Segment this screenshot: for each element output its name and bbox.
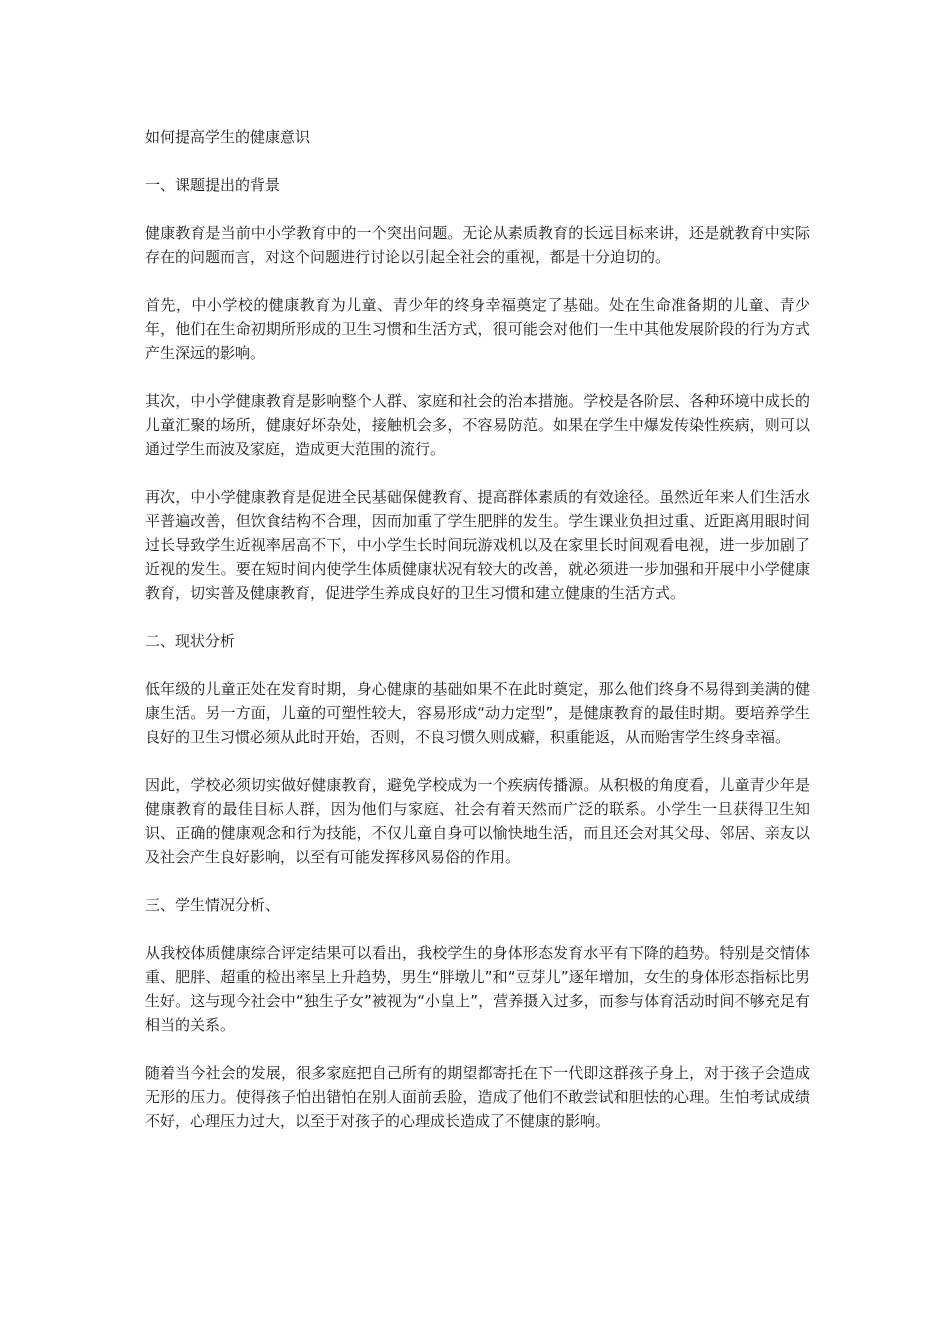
- paragraph: 从我校体质健康综合评定结果可以看出，我校学生的身体形态发育水平有下降的趋势。特别是交情体重、肥胖、超重的检出率呈上升趋势，男生“胖墩儿”和“豆芽儿”逐年增加，女生的身体形态指标比男生好。这与现今社会中“独生子女”被视为“小皇上”，营养摄入过多，而参与体育活动时间不够充足有相当的关系。: [145, 944, 810, 1034]
- paragraph: 低年级的儿童正处在发育时期，身心健康的基础如果不在此时奠定，那么他们终身不易得到美满的健康生活。另一方面，儿童的可塑性较大，容易形成“动力定型”，是健康教育的最佳时期。要培养学生良好的卫生习惯必须从此时开始，否则，不良习惯久则成癖，积重能返，从而贻害学生终身幸福。: [145, 680, 810, 746]
- paragraph: 再次，中小学健康教育是促进全民基础保健教育、提高群体素质的有效途径。虽然近年来人们生活水平普遍改善，但饮食结构不合理，因而加重了学生肥胖的发生。学生课业负担过重、近距离用眼时间过长导致学生近视率居高不下，中小学生长时间玩游戏机以及在家里长时间观看电视，进一步加剧了近视的发生。要在短时间内使学生体质健康状况有较大的改善，就必须进一步加强和开展中小学健康教育，切实普及健康教育，促进学生养成良好的卫生习惯和建立健康的生活方式。: [145, 488, 810, 602]
- paragraph: 首先，中小学校的健康教育为儿童、青少年的终身幸福奠定了基础。处在生命准备期的儿童、青少年，他们在生命初期所形成的卫生习惯和生活方式，很可能会对他们一生中其他发展阶段的行为方式产生深远的影响。: [145, 296, 810, 362]
- section-heading-status-analysis: 二、现状分析: [145, 632, 236, 650]
- document-body: [145, 125, 810, 1157]
- paragraph: 因此，学校必须切实做好健康教育，避免学校成为一个疾病传播源。从积极的角度看，儿童青少年是健康教育的最佳目标人群，因为他们与家庭、社会有着天然而广泛的联系。小学生一旦获得卫生知识、正确的健康观念和行为技能，不仅儿童自身可以愉快地生活，而且还会对其父母、邻居、亲友以及社会产生良好影响，以至有可能发挥移风易俗的作用。: [145, 776, 810, 866]
- paragraph: 健康教育是当前中小学教育中的一个突出问题。无论从素质教育的长远目标来讲，还是就教育中实际存在的问题而言，对这个问题进行讨论以引起全社会的重视，都是十分迫切的。: [145, 224, 810, 266]
- paragraph: 随着当今社会的发展，很多家庭把自己所有的期望都寄托在下一代即这群孩子身上，对于孩子会造成无形的压力。使得孩子怕出错怕在别人面前丢脸，造成了他们不敢尝试和胆怯的心理。生怕考试成绩不好，心理压力过大，以至于对孩子的心理成长造成了不健康的影响。: [145, 1064, 810, 1130]
- section-heading-background: 一、课题提出的背景: [145, 176, 281, 194]
- section-heading-student-analysis: 三、学生情况分析、: [145, 896, 281, 914]
- document-title: 如何提高学生的健康意识: [145, 128, 311, 146]
- paragraph: 其次，中小学健康教育是影响整个人群、家庭和社会的治本措施。学校是各阶层、各种环境中成长的儿童汇聚的场所，健康好坏杂处，接触机会多，不容易防范。如果在学生中爆发传染性疾病，则可以通过学生而波及家庭，造成更大范围的流行。: [145, 392, 810, 458]
